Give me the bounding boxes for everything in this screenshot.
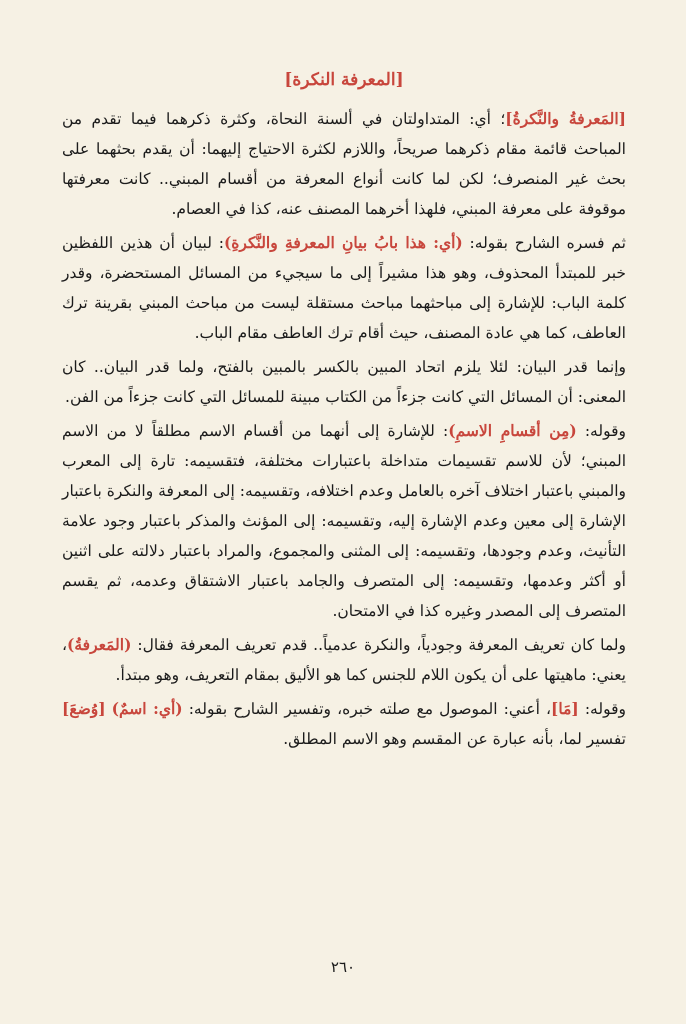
paragraph-text: ؛ أي: المتداولتان في ألسنة النحاة، وكثرة ذكرهما فيما تقدم من المباحث قائمة مقام ذكرهما صريحاً، واللازم لكثرة الاحتياج إليهما: أن يقدم بحثهما على بحث غير المنصرف؛ لكن لما كانت أنواع المعرفة من أقسام المبني.. كانت معرفتها موقوفة على معرفة المبني، فلهذا أخرهما المصنف عنه، كذا في العصام. <box>62 110 626 218</box>
paragraph-text: وقوله: <box>576 422 626 440</box>
quoted-term: (أي: اسمٌ) <box>111 699 183 718</box>
quoted-term: [مَا] <box>551 699 579 718</box>
body-text <box>62 104 626 754</box>
paragraph <box>62 630 626 690</box>
paragraph <box>62 352 626 412</box>
paragraph-text: وقوله: <box>578 700 626 718</box>
page-number: ٢٦٠ <box>330 958 356 976</box>
section-heading: [المعرفة النكرة] <box>284 70 404 90</box>
paragraph <box>62 104 626 224</box>
paragraph <box>62 228 626 348</box>
paragraph <box>62 694 626 754</box>
paragraph-text: تفسير لما، بأنه عبارة عن المقسم وهو الاسم المطلق. <box>283 730 626 748</box>
paragraph-text: : لبيان أن هذين اللفظين خبر للمبتدأ المحذوف، وهو هذا مشيراً إلى ما سيجيء من المسائل المستحضرة، وقدر كلمة الباب: للإشارة إلى مباحثهما مباحث مستقلة ليست من مباحث المبني بقرينة ترك العاطف، كما هي عادة المصنف، حيث أقام ترك العاطف مقام الباب. <box>62 234 626 342</box>
quoted-term: (مِن أقسامِ الاسمِ) <box>448 421 577 440</box>
paragraph <box>62 416 626 626</box>
paragraph-text: وإنما قدر البيان: لئلا يلزم اتحاد المبين بالكسر بالمبين بالفتح، ولما قدر البيان.. كان المعنى: أن المسائل التي كانت جزءاً من الكتاب مبينة للمسائل التي كانت جزءاً من الفن. <box>62 358 626 406</box>
quoted-term: [المَعرفةُ والنَّكرةُ] <box>505 109 627 128</box>
quoted-term: [وُضعَ] <box>62 699 106 718</box>
paragraph-text: ولما كان تعريف المعرفة وجودياً، والنكرة عدمياً.. قدم تعريف المعرفة فقال: <box>131 636 626 654</box>
paragraph-text: ثم فسره الشارح بقوله: <box>462 234 626 252</box>
quoted-term: (أي: هذا بابُ بيانِ المعرفةِ والنَّكرةِ) <box>223 233 463 252</box>
paragraph-text: ، أعني: الموصول مع صلته خبره، وتفسير الشارح بقوله: <box>182 700 552 718</box>
paragraph-text: ، يعني: ماهيتها على أن يكون اللام للجنس كما هو الأليق بمقام التعريف، وهو مبتدأ. <box>62 636 626 684</box>
paragraph-text: : للإشارة إلى أنهما من أقسام الاسم مطلقاً لا من الاسم المبني؛ لأن للاسم تقسيمات متداخلة باعتبارات مختلفة، فتقسيمه: تارة إلى المعرب والمبني باعتبار اختلاف آخره بالعامل وعدم اختلافه، وتقسيمه: إلى المعرفة والنكرة باعتبار الإشارة إلى معين وعدم الإشارة إليه، وتقسيمه: إلى المؤنث والمذكر باعتبار وجود علامة التأنيث، وعدم وجودها، وتقسيمه: إلى المثنى والمجموع، والمراد باعتبار دلالته على اثنين أو أكثر وعدمها، وتقسيمه: إلى المتصرف والجامد باعتبار الاشتقاق وعدمه، ثم يقسم المتصرف إلى المصدر وغيره كذا في الامتحان. <box>62 422 626 620</box>
quoted-term: (المَعرفةُ) <box>67 635 132 654</box>
